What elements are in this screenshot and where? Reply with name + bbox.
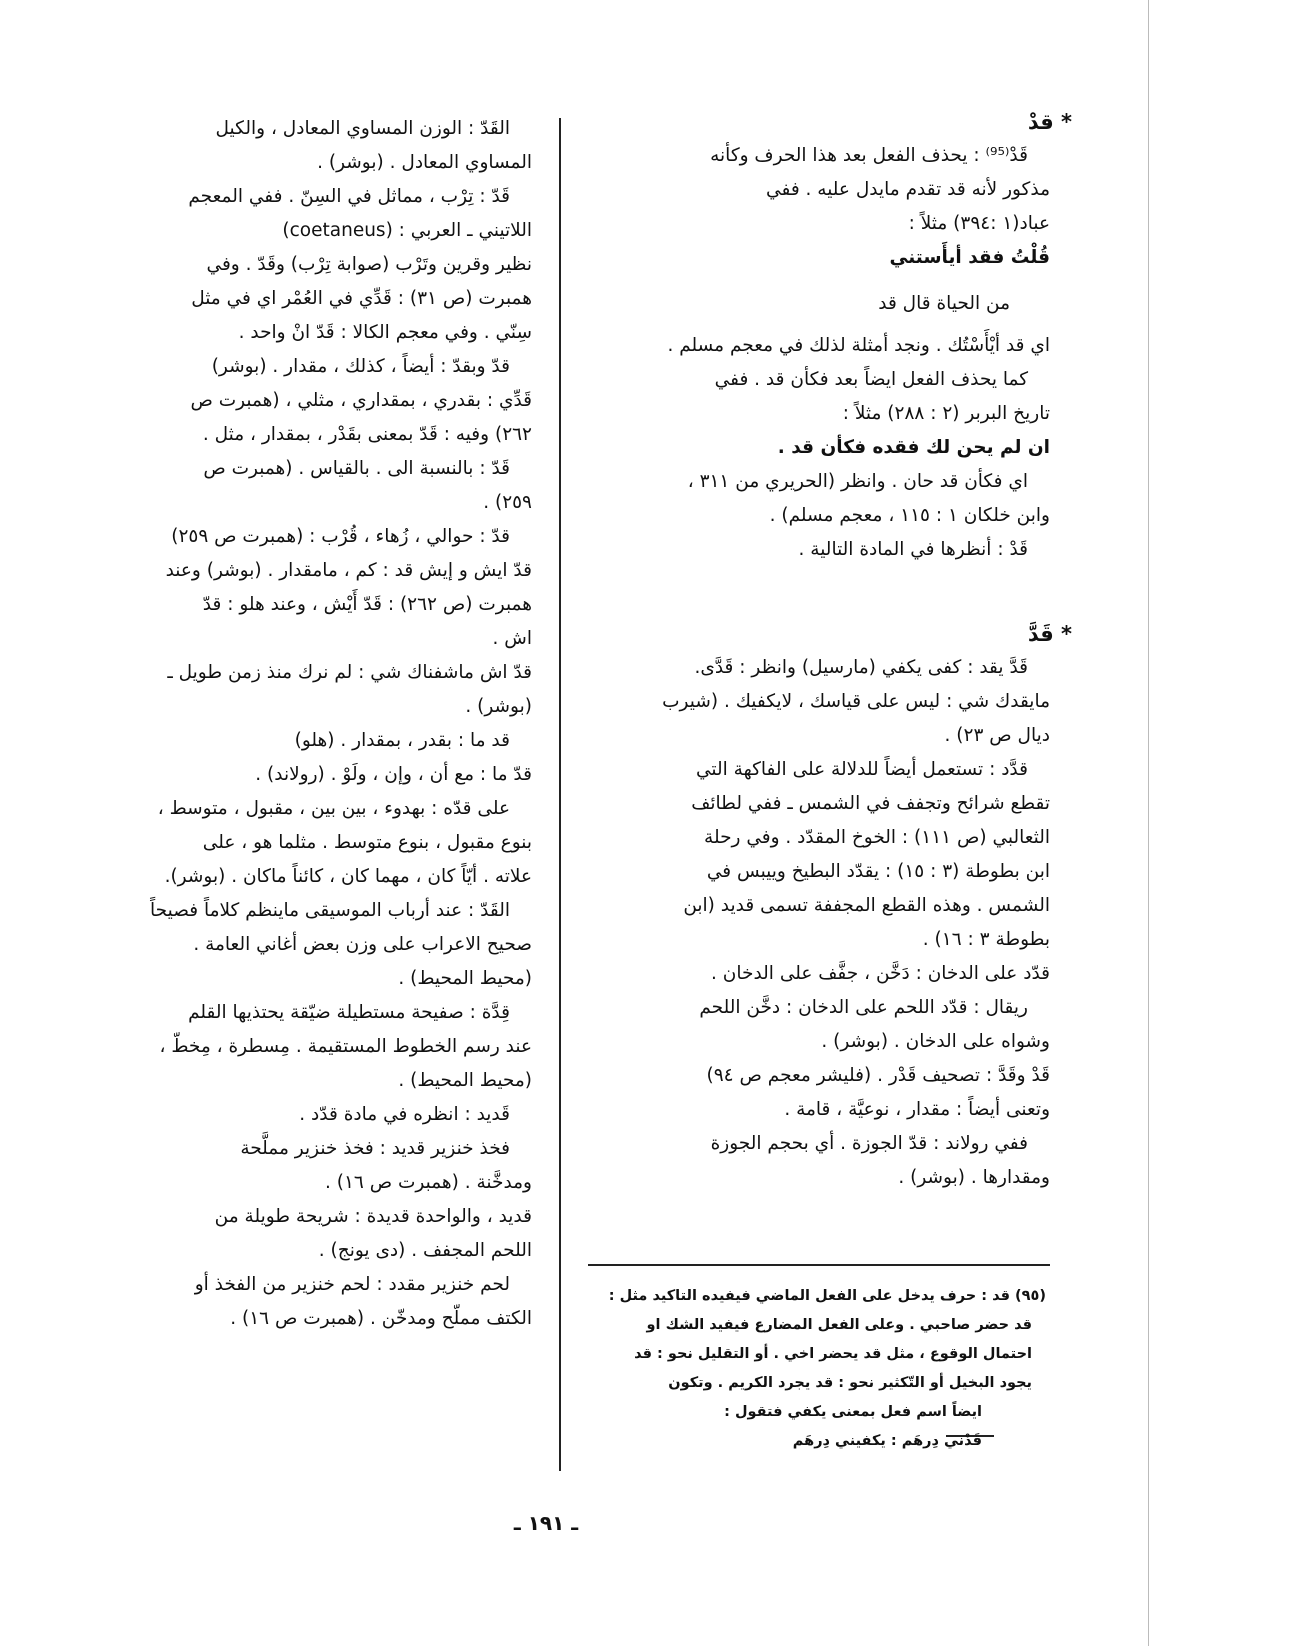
text-line: قدّ : حوالي ، زُهاء ، قُرْب : (همبرت ص ٢٥٩) <box>171 526 510 547</box>
text-line: ومدخَّنة . (همبرت ص ١٦) . <box>325 1172 532 1193</box>
entry-heading: * قَدَّ <box>1027 622 1072 646</box>
text-line: تقطع شرائح وتجفف في الشمس ـ ففي لطائف <box>691 793 1050 814</box>
footnote-line: قد حضر صاحبي . وعلى الفعل المضارع فيفيد الشك او <box>646 1317 1032 1333</box>
text-line: قدّ ايش و إيش قد : كم ، مامقدار . (بوشر) وعند <box>165 560 532 581</box>
text-line: بنوع مقبول ، بنوع متوسط . مثلما هو ، على <box>202 832 532 853</box>
text-line: ٢٥٩) . <box>483 492 532 513</box>
text-line: قدّ ما : مع أن ، وإن ، ولَوْ . (رولاند) . <box>255 764 532 785</box>
text-line: صحيح الاعراب على وزن بعض أغاني العامة . <box>193 934 532 955</box>
poetry-line: من الحياة قال قد <box>878 293 1010 314</box>
text-line: القَدّ : عند أرباب الموسيقى ماينظم كلاماً فصيحاً <box>150 900 510 921</box>
text-line: بطوطة ٣ : ١٦) . <box>922 929 1050 950</box>
text-line: قَدْ وقَدَّ : تصحيف قَدْر . (فليشر معجم ص ٩٤) <box>706 1065 1050 1086</box>
footnote-line: يجود البخيل أو التّكثير نحو : قد يجرد الكريم . وتكون <box>668 1375 1032 1391</box>
text-line: (محيط المحيط) . <box>398 968 532 989</box>
text-line: (محيط المحيط) . <box>398 1070 532 1091</box>
text-line: تاريخ البربر (٢ : ٢٨٨) مثلاً : <box>842 403 1050 424</box>
text-line: قد ما : بقدر ، بمقدار . (هلو) <box>294 730 510 751</box>
text-line: الثعالبي (ص ١١١) : الخوخ المقدّد . وفي رحلة <box>704 827 1050 848</box>
page-number: ـ ١٩١ ـ <box>513 1511 579 1535</box>
poetry-line: قُلْتُ فقد أيأَستني <box>889 247 1050 268</box>
left-column <box>106 112 532 1336</box>
footnote-line: احتمال الوقوع ، مثل قد يحضر اخي . أو التقليل نحو : قد <box>634 1346 1032 1362</box>
text-line: قَدّ : بالنسبة الى . بالقياس . (همبرت ص <box>203 458 510 479</box>
text-line: كما يحذف الفعل ايضاً بعد فكأن قد . ففي <box>714 369 1028 390</box>
text-line: قَدّ : تِرْب ، مماثل في السِنّ . ففي المعجم <box>188 186 510 207</box>
text-line: قَدْ : أنظرها في المادة التالية . <box>798 539 1028 560</box>
text-line: قدّ وبقدّ : أيضاً ، كذلك ، مقدار . (بوشر) <box>211 356 510 377</box>
text-line: وابن خلكان ١ : ١١٥ ، معجم مسلم) . <box>769 505 1050 526</box>
text-line: نظير وقرين وتَرْب (صوابة تِرْب) وقَدّ . وفي <box>206 254 532 275</box>
text-line: ريقال : قدّد اللحم على الدخان : دخَّن اللحم <box>699 997 1028 1018</box>
text-line: قدّد على الدخان : دَخَّن ، جفَّف على الدخان . <box>711 963 1050 984</box>
text-line: (بوشر) . <box>465 696 532 717</box>
text-line: عباد(١ :٣٩٤) مثلاً : <box>908 213 1050 234</box>
text-line: الكتف مملّح ومدخّن . (همبرت ص ١٦) . <box>230 1308 532 1329</box>
text-line: اللاتيني ـ العربي : (coetaneus) <box>282 220 532 241</box>
text-line: همبرت (ص ٣١) : قَدِّي في العُمْر اي في مثل <box>191 288 532 309</box>
text-line: وتعنى أيضاً : مقدار ، نوعيَّة ، قامة . <box>784 1099 1050 1120</box>
text-line: القَدّ : الوزن المساوي المعادل ، والكيل <box>215 118 510 139</box>
text-line: لحم خنزير مقدد : لحم خنزير من الفخذ أو <box>194 1274 510 1295</box>
footnote-line: قَدْني دِرهَم : يكفيني دِرهَم <box>792 1433 982 1449</box>
text-line: اش . <box>492 628 532 649</box>
text-line: مايقدك شي : ليس على قياسك ، لايكفيك . (شيرب <box>662 691 1050 712</box>
text-line: اللحم المجفف . (دى يونج) . <box>318 1240 532 1261</box>
text-line: الشمس . وهذه القطع المجففة تسمى قديد (ابن <box>683 895 1050 916</box>
footnote-rule <box>588 1264 1050 1266</box>
text-line: وشواه على الدخان . (بوشر) . <box>821 1031 1050 1052</box>
column-divider <box>559 118 561 1471</box>
text-line: قَديد : انظره في مادة قدّد . <box>299 1104 510 1125</box>
entry-heading: * قدْ <box>1027 110 1072 134</box>
text-line: قَدَّ يقد : كفى يكفي (مارسيل) وانظر : قَدَّى. <box>694 657 1028 678</box>
text-line: مذكور لأنه قد تقدم مايدل عليه . ففي <box>766 179 1050 200</box>
text-line: ان لم يحن لك فقده فكأن قد . <box>777 437 1050 458</box>
text-line: على قدّه : بهدوء ، بين بين ، مقبول ، متوسط ، <box>157 798 510 819</box>
text-line: ففي رولاند : قدّ الجوزة . أي بحجم الجوزة <box>710 1133 1028 1154</box>
right-column <box>588 105 1072 1195</box>
page-edge-line <box>1148 0 1149 1646</box>
text-line: قديد ، والواحدة قديدة : شريحة طويلة من <box>214 1206 532 1227</box>
text-line: اي قد أيْأَسْتُك . ونجد أمثلة لذلك في معجم مسلم . <box>667 335 1050 356</box>
footnote-line: (٩٥) قد : حرف يدخل على الفعل الماضي فيفيده التاكيد مثل : <box>608 1288 1046 1304</box>
text-line: قَدْ⁽⁹⁵⁾ : يحذف الفعل بعد هذا الحرف وكأنه <box>710 145 1028 166</box>
text-line: همبرت (ص ٢٦٢) : قَدّ أَيْش ، وعند هلو : قدّ <box>202 594 532 615</box>
text-line: المساوي المعادل . (بوشر) . <box>317 152 532 173</box>
text-line: سِنّي . وفي معجم الكالا : قَدّ انْ واحد . <box>238 322 532 343</box>
text-line: ابن بطوطة (٣ : ١٥) : يقدّد البطيخ وييبس في <box>706 861 1050 882</box>
text-line: اي فكأن قد حان . وانظر (الحريري من ٣١١ ، <box>687 471 1028 492</box>
text-line: ديال ص ٢٣) . <box>944 725 1050 746</box>
footnote-line: ايضاً اسم فعل بمعنى يكفي فتقول : <box>724 1404 982 1420</box>
text-line: عند رسم الخطوط المستقيمة . مِسطرة ، مِخطّ ، <box>159 1036 532 1057</box>
text-line: قِدَّة : صفيحة مستطيلة ضيّقة يحتذيها القلم <box>188 1002 510 1023</box>
text-line: ومقدارها . (بوشر) . <box>898 1167 1050 1188</box>
text-line: قَدِّي : بقدري ، بمقداري ، مثلي ، (همبرت ص <box>190 390 532 411</box>
footnotes <box>588 1282 1046 1456</box>
text-line: ٢٦٢) وفيه : قَدّ بمعنى بقَدْر ، بمقدار ، مثل . <box>202 424 532 445</box>
text-line: فخذ خنزير قديد : فخذ خنزير مملَّحة <box>240 1138 510 1159</box>
text-line: قدّ اش ماشفناك شي : لم نرك منذ زمن طويل ـ <box>167 662 532 683</box>
text-line: قدَّد : تستعمل أيضاً للدلالة على الفاكهة التي <box>696 759 1028 780</box>
text-line: علاته . أيّاً كان ، مهما كان ، كائناً ماكان . (بوشر). <box>164 866 532 887</box>
